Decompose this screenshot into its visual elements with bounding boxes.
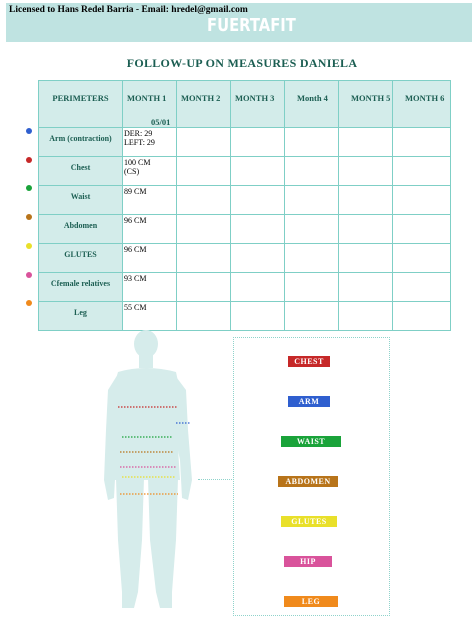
measures-table — [38, 80, 451, 331]
header-bar — [6, 3, 472, 42]
legend-tag-abdomen: ABDOMEN — [278, 476, 338, 487]
table-row — [39, 215, 451, 244]
empty-cell — [177, 215, 231, 244]
empty-cell — [339, 128, 393, 157]
column-header: MONTH 6 — [393, 81, 451, 128]
empty-cell — [231, 128, 285, 157]
empty-cell — [393, 128, 451, 157]
table-header-row — [39, 81, 451, 128]
empty-cell — [177, 128, 231, 157]
empty-cell — [177, 273, 231, 302]
table-row — [39, 128, 451, 157]
empty-cell — [285, 273, 339, 302]
month-1-value: 96 CM — [123, 244, 177, 273]
brand-logo: FUERTAFIT — [207, 15, 296, 36]
legend-tag-chest: CHEST — [288, 356, 330, 367]
legend-tag-hip: HIP — [284, 556, 332, 567]
empty-cell — [231, 186, 285, 215]
column-header — [123, 81, 177, 128]
column-header: MONTH 5 — [339, 81, 393, 128]
empty-cell — [231, 157, 285, 186]
table-row — [39, 273, 451, 302]
empty-cell — [231, 244, 285, 273]
perimeter-label: GLUTES — [39, 244, 123, 273]
row-color-dot — [26, 300, 32, 306]
empty-cell — [177, 186, 231, 215]
row-color-dot — [26, 157, 32, 163]
empty-cell — [393, 273, 451, 302]
empty-cell — [285, 128, 339, 157]
table-row — [39, 244, 451, 273]
empty-cell — [177, 302, 231, 331]
column-header: MONTH 2 — [177, 81, 231, 128]
perimeter-label: Arm (contraction) — [39, 128, 123, 157]
month-1-value: 100 CM (CS) — [123, 157, 177, 186]
empty-cell — [285, 157, 339, 186]
table-row — [39, 157, 451, 186]
empty-cell — [393, 302, 451, 331]
empty-cell — [285, 244, 339, 273]
empty-cell — [339, 186, 393, 215]
empty-cell — [339, 244, 393, 273]
empty-cell — [393, 186, 451, 215]
empty-cell — [177, 244, 231, 273]
empty-cell — [231, 215, 285, 244]
legend-tag-waist: WAIST — [281, 436, 341, 447]
empty-cell — [231, 273, 285, 302]
row-color-dot — [26, 272, 32, 278]
empty-cell — [285, 215, 339, 244]
column-header-label: MONTH 1 — [127, 93, 167, 103]
empty-cell — [339, 273, 393, 302]
empty-cell — [285, 186, 339, 215]
empty-cell — [393, 157, 451, 186]
month-1-value: 93 CM — [123, 273, 177, 302]
row-color-dot — [26, 214, 32, 220]
month-date: 05/01 — [151, 117, 171, 127]
empty-cell — [177, 157, 231, 186]
month-1-value: 96 CM — [123, 215, 177, 244]
empty-cell — [231, 302, 285, 331]
perimeter-label: Abdomen — [39, 215, 123, 244]
body-silhouette — [100, 330, 210, 620]
legend-connector — [198, 479, 234, 480]
perimeter-label: Cfemale relatives — [39, 273, 123, 302]
table-row — [39, 186, 451, 215]
empty-cell — [339, 302, 393, 331]
column-header: MONTH 3 — [231, 81, 285, 128]
empty-cell — [339, 215, 393, 244]
empty-cell — [339, 157, 393, 186]
legend-tag-arm: ARM — [288, 396, 330, 407]
row-color-dot — [26, 185, 32, 191]
legend-tag-leg: LEG — [284, 596, 338, 607]
column-header: Month 4 — [285, 81, 339, 128]
table-row — [39, 302, 451, 331]
empty-cell — [393, 215, 451, 244]
month-1-value: DER: 29 LEFT: 29 — [123, 128, 177, 157]
perimeter-label: Chest — [39, 157, 123, 186]
page-title: FOLLOW-UP ON MEASURES DANIELA — [126, 56, 358, 70]
month-1-value: 55 CM — [123, 302, 177, 331]
perimeter-label: Waist — [39, 186, 123, 215]
empty-cell — [285, 302, 339, 331]
month-1-value: 89 CM — [123, 186, 177, 215]
row-color-dot — [26, 128, 32, 134]
column-header: PERIMETERS — [39, 81, 123, 128]
legend-tag-glutes: GLUTES — [281, 516, 337, 527]
empty-cell — [393, 244, 451, 273]
perimeter-label: Leg — [39, 302, 123, 331]
row-color-dot — [26, 243, 32, 249]
license-text: Licensed to Hans Redel Barria - Email: hredel@gmail.com — [9, 5, 248, 15]
